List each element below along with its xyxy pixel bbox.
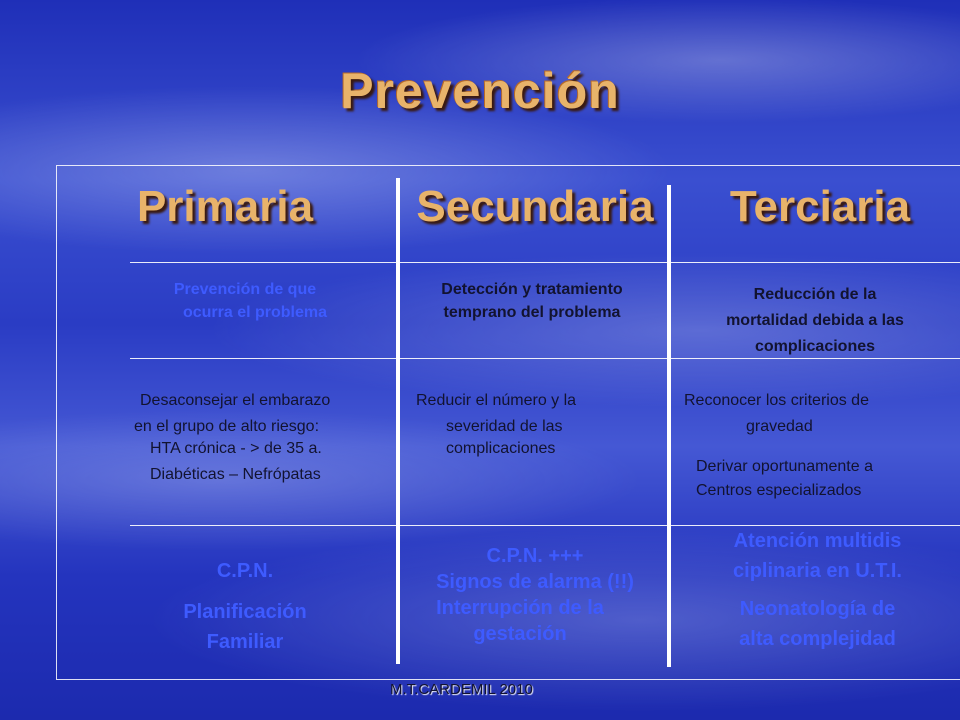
text-line: Reducción de la	[753, 286, 877, 303]
text-line: Reconocer los criterios de	[684, 392, 869, 409]
cell-secundaria-acciones	[406, 388, 656, 462]
text-line: HTA crónica - > de 35 a.	[150, 440, 322, 457]
cell-secundaria-objetivo	[402, 278, 662, 324]
text-line: ocurra el problema	[182, 304, 328, 321]
text-line: C.P.N.	[216, 560, 274, 582]
cell-terciaria-estrategias	[680, 526, 955, 654]
text-line: gravedad	[746, 418, 813, 435]
text-line: Prevención de que	[173, 281, 317, 298]
footer-credit: M.T.CARDEMIL 2010	[390, 681, 533, 698]
cell-primaria-acciones	[130, 388, 400, 488]
text-line: mortalidad debida a las	[726, 312, 904, 329]
text-line: Detección y tratamiento	[441, 281, 623, 298]
text-line: severidad de las	[446, 418, 563, 435]
slide-title: Prevención	[340, 63, 620, 119]
text-line: Diabéticas – Nefrópatas	[150, 466, 321, 483]
text-line: en el grupo de alto riesgo:	[134, 418, 320, 435]
cell-terciaria-objetivo	[680, 282, 950, 360]
row-divider-1	[130, 262, 960, 263]
text-line: C.P.N. +++	[486, 545, 584, 567]
column-header-terciaria: Terciaria	[729, 182, 911, 231]
text-line: Familiar	[206, 631, 284, 653]
text-line: Reducir el número y la	[416, 392, 577, 409]
text-line: alta complejidad	[739, 628, 896, 650]
text-line: gestación	[473, 623, 567, 645]
text-line: complicaciones	[446, 440, 556, 457]
cell-primaria-estrategias	[110, 558, 380, 656]
text-line: Interrupción de la	[436, 597, 604, 619]
text-line: Atención multidis	[733, 530, 902, 552]
text-line: Signos de alarma (!!)	[436, 571, 634, 593]
text-line: temprano del problema	[443, 304, 621, 321]
column-header-primaria: Primaria	[136, 182, 314, 231]
text-line: Planificación	[183, 601, 307, 623]
column-header-secundaria: Secundaria	[416, 182, 654, 231]
text-line: Neonatología de	[739, 598, 896, 620]
text-line: Centros especializados	[696, 482, 862, 499]
text-line: Derivar oportunamente a	[696, 458, 873, 475]
text-line: complicaciones	[754, 338, 876, 355]
cell-primaria-objetivo	[120, 278, 390, 324]
cell-terciaria-acciones	[680, 388, 955, 504]
cell-secundaria-estrategias	[400, 543, 670, 647]
text-line: ciplinaria en U.T.I.	[733, 560, 902, 582]
text-line: Desaconsejar el embarazo	[140, 392, 331, 409]
